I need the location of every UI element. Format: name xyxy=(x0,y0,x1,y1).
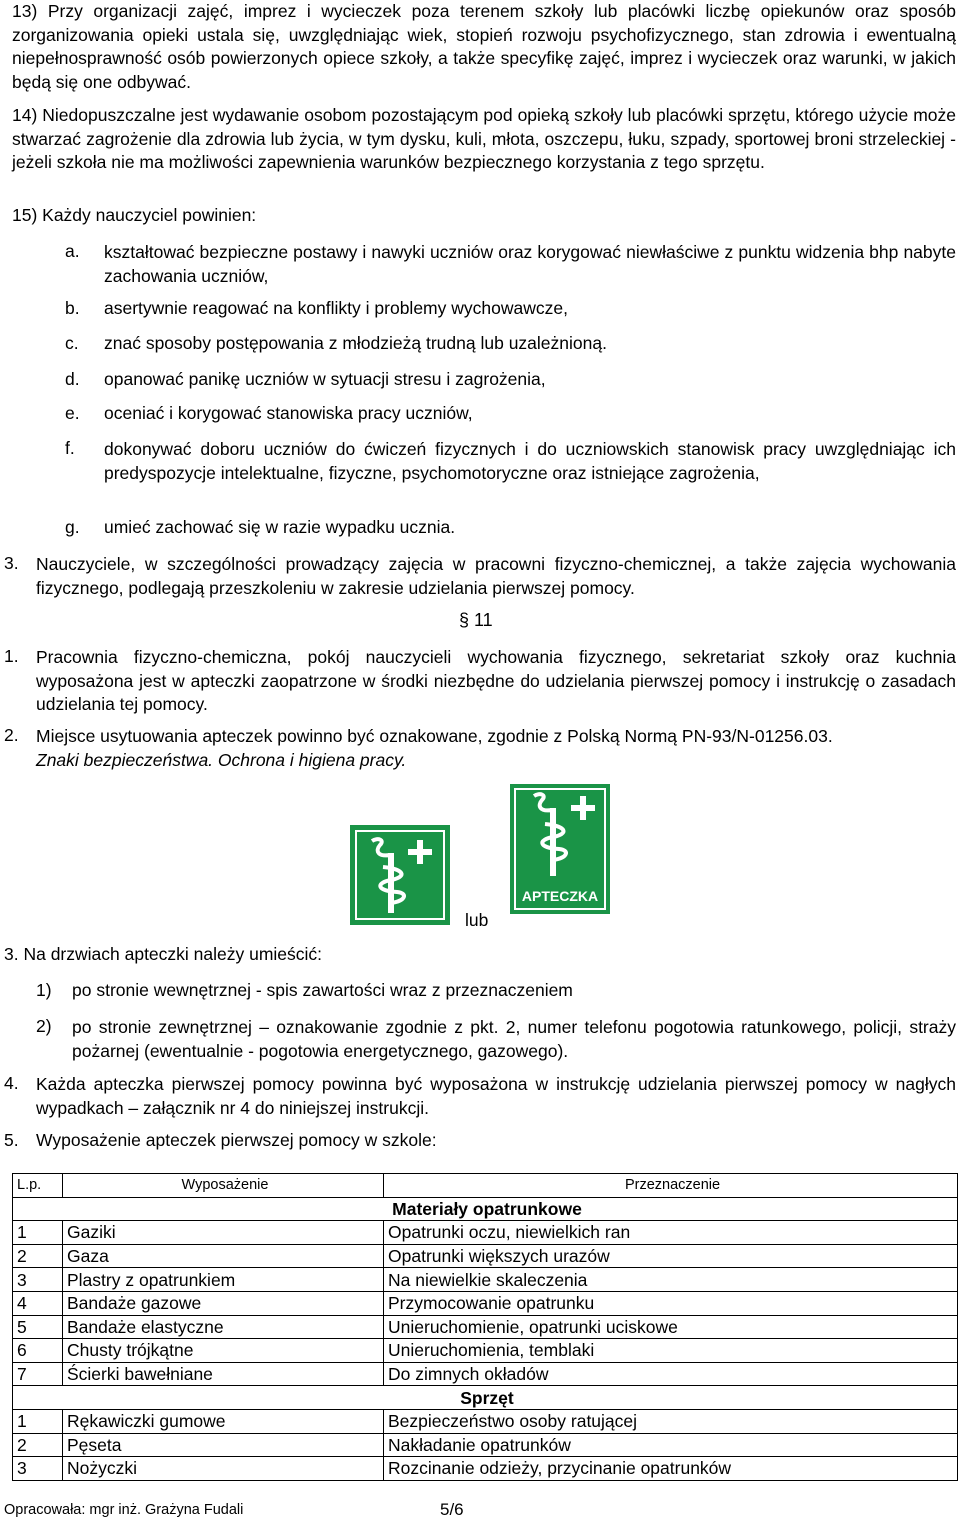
table-cell: Na niewielkie skaleczenia xyxy=(384,1268,958,1292)
list-item-g: umieć zachować się w razie wypadku ucznia. xyxy=(104,517,456,537)
column-header: Przeznaczenie xyxy=(384,1174,958,1198)
table-cell: Nożyczki xyxy=(63,1457,384,1481)
table-cell: Ścierki bawełniane xyxy=(63,1362,384,1386)
list-item-b: asertywnie reagować na konflikty i problemy wychowawcze, xyxy=(104,298,568,318)
table-cell: 6 xyxy=(13,1339,63,1363)
table-cell: Nakładanie opatrunków xyxy=(384,1433,958,1457)
table-cell: 3 xyxy=(13,1457,63,1481)
table-row xyxy=(13,1457,958,1481)
table-row xyxy=(13,1339,958,1363)
table-cell: Pęseta xyxy=(63,1433,384,1457)
list-item-inside: po stronie wewnętrznej - spis zawartości wraz z przeznaczeniem xyxy=(72,980,573,1000)
point-marker: 2. xyxy=(4,725,19,745)
point-marker: 5. xyxy=(4,1130,19,1150)
table-row xyxy=(13,1409,958,1433)
list-marker: c. xyxy=(65,333,79,353)
column-header: Wyposażenie xyxy=(63,1174,384,1198)
table-row xyxy=(13,1433,958,1457)
table-cell: 3 xyxy=(13,1268,63,1292)
list-item-e: oceniać i korygować stanowiska pracy uczniów, xyxy=(104,403,473,423)
table-cell: 7 xyxy=(13,1362,63,1386)
table-cell: Chusty trójkątne xyxy=(63,1339,384,1363)
column-header: L.p. xyxy=(13,1174,63,1198)
table-cell: Opatrunki większych urazów xyxy=(384,1244,958,1268)
list-marker: 2) xyxy=(36,1016,52,1036)
table-row xyxy=(13,1315,958,1339)
table-cell: Rozcinanie odzieży, przycinanie opatrunków xyxy=(384,1457,958,1481)
paragraph-s11-p5: Wyposażenie apteczek pierwszej pomocy w szkole: xyxy=(36,1130,437,1150)
table-cell: Bandaże gazowe xyxy=(63,1291,384,1315)
list-item-d: opanować panikę uczniów w sytuacji stresu i zagrożenia, xyxy=(104,369,546,389)
table-header-row xyxy=(13,1174,958,1198)
list-marker: f. xyxy=(65,438,75,458)
list-marker: e. xyxy=(65,403,80,423)
table-cell: Bandaże elastyczne xyxy=(63,1315,384,1339)
table-cell: Do zimnych okładów xyxy=(384,1362,958,1386)
table-cell: Przymocowanie opatrunku xyxy=(384,1291,958,1315)
paragraph-s11-p1: Pracownia fizyczno-chemiczna, pokój nauczycieli wychowania fizycznego, sekretariat szkoły oraz kuchnia wyposażona jest w apteczki zaopatrzone w środki niezbędne do udzielania pierwszej pomocy i instrukcję o zasadach udzielania tej pomocy. xyxy=(36,647,956,714)
table-cell: Gaziki xyxy=(63,1221,384,1245)
paragraph-15-heading: 15) Każdy nauczyciel powinien: xyxy=(12,205,257,225)
section-label: Materiały opatrunkowe xyxy=(13,1197,958,1221)
paragraph-13: 13) Przy organizacji zajęć, imprez i wycieczek poza terenem szkoły lub placówki liczbę opiekunów oraz sposób zorganizowania opieki ustala się, uwzględniając wiek, stopień rozwoju psychofizycznego, stan zdrowia i ewentualną niepełnosprawność osób powierzonych opiece szkoły, a także specyfikę zajęć, imprez i wycieczek oraz warunki, w jakich będą się one odbywać. xyxy=(12,1,956,92)
table-cell: Opatrunki oczu, niewielkich ran xyxy=(384,1221,958,1245)
table-cell: 1 xyxy=(13,1221,63,1245)
table-cell: 2 xyxy=(13,1433,63,1457)
table-cell: Unieruchomienie, opatrunki uciskowe xyxy=(384,1315,958,1339)
table-row xyxy=(13,1244,958,1268)
table-cell: 1 xyxy=(13,1409,63,1433)
first-aid-sign-apteczka-icon xyxy=(510,784,610,914)
list-item-a: kształtować bezpieczne postawy i nawyki uczniów oraz korygować niewłaściwe z punktu widzenia bhp nabyte zachowania uczniów, xyxy=(104,242,956,286)
table-cell: Unieruchomienia, temblaki xyxy=(384,1339,958,1363)
paragraph-s11-p4: Każda apteczka pierwszej pomocy powinna być wyposażona w instrukcję udzielania pierwszej pomocy w nagłych wypadkach – załącznik nr 4 do niniejszej instrukcji. xyxy=(36,1074,956,1118)
table-cell: 5 xyxy=(13,1315,63,1339)
list-marker: a. xyxy=(65,241,80,261)
table-row xyxy=(13,1362,958,1386)
table-row xyxy=(13,1268,958,1292)
list-item-f: dokonywać doboru uczniów do ćwiczeń fizycznych i do uczniowskich stanowisk pracy uwzględniając ich predyspozycje intelektualne, fizyczne, psychomotoryczne oraz istniejące zagrożenia, xyxy=(104,439,956,483)
list-marker: b. xyxy=(65,298,80,318)
list-item-outside: po stronie zewnętrznej – oznakowanie zgodnie z pkt. 2, numer telefonu pogotowia ratunkowego, policji, straży pożarnej (ewentualnie - pogotowia energetycznego, gazowego). xyxy=(72,1017,956,1061)
list-marker: d. xyxy=(65,369,80,389)
table-row xyxy=(13,1221,958,1245)
point-marker: 3. xyxy=(4,553,19,573)
paragraph-s10-p3: Nauczyciele, w szczególności prowadzący zajęcia w pracowni fizyczno-chemicznej, a także zajęcia wychowania fizycznego, podlegają przeszkoleniu w zakresie udzielania pierwszej pomocy. xyxy=(36,554,956,598)
paragraph-14: 14) Niedopuszczalne jest wydawanie osobom pozostającym pod opieką szkoły lub placówki sprzętu, którego użycie może stwarzać zagrożenie dla zdrowia lub życia, w tym dysku, kuli, młota, oszczepu, łuku, szpady, sportowej broni strzeleckiej - jeżeli szkoła nie ma możliwości zapewnienia warunków bezpiecznego korzystania z tego sprzętu. xyxy=(12,105,956,172)
section-heading: § 11 xyxy=(459,610,493,630)
paragraph-s11-p3-heading: 3. Na drzwiach apteczki należy umieścić: xyxy=(4,944,323,964)
sign-connector: lub xyxy=(465,910,489,930)
table-cell: Gaza xyxy=(63,1244,384,1268)
list-marker: g. xyxy=(65,517,80,537)
point-marker: 4. xyxy=(4,1073,19,1093)
table-cell: Plastry z opatrunkiem xyxy=(63,1268,384,1292)
table-section-row xyxy=(13,1197,958,1221)
table-cell: 4 xyxy=(13,1291,63,1315)
list-marker: 1) xyxy=(36,980,52,1000)
table-section-row xyxy=(13,1386,958,1410)
table-cell: Rękawiczki gumowe xyxy=(63,1409,384,1433)
list-item-c: znać sposoby postępowania z młodzieżą trudną lub uzależnioną. xyxy=(104,333,607,353)
table-cell: Bezpieczeństwo osoby ratującej xyxy=(384,1409,958,1433)
paragraph-s11-p2: Miejsce usytuowania apteczek powinno być oznakowane, zgodnie z Polską Normą PN-93/N-01256.03. Znaki bezpieczeństwa. Ochrona i higiena pracy. xyxy=(36,726,833,770)
table-row xyxy=(13,1291,958,1315)
table-cell: 2 xyxy=(13,1244,63,1268)
footer-author: Opracowała: mgr inż. Grażyna Fudali xyxy=(4,1502,244,1518)
sign-label: APTECZKA xyxy=(521,888,599,904)
point-marker: 1. xyxy=(4,646,19,666)
section-label: Sprzęt xyxy=(13,1386,958,1410)
first-aid-equipment-table xyxy=(12,1173,958,1481)
footer-page-number: 5/6 xyxy=(440,1500,464,1519)
first-aid-sign-icon xyxy=(350,825,450,925)
